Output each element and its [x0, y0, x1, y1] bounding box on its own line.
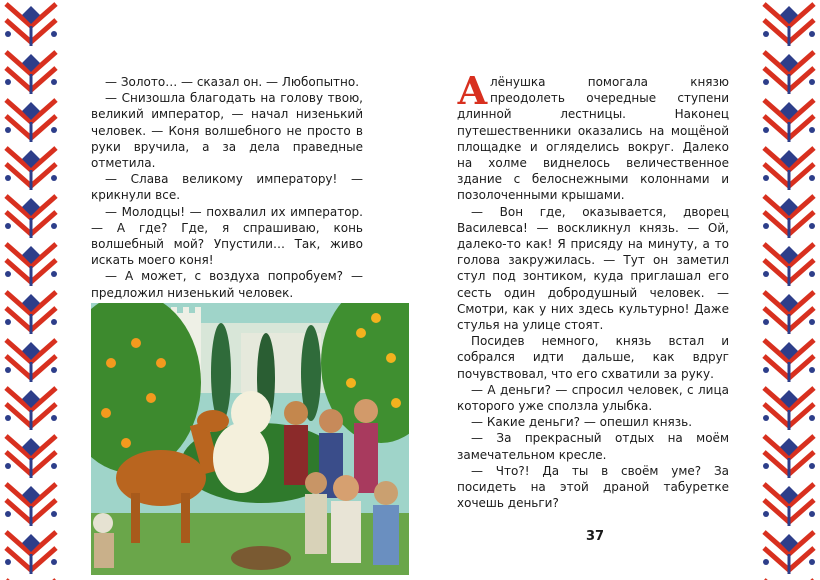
- ornament-border-left: [0, 0, 62, 580]
- right-paragraph-5: — За прекрасный отдых на моём замечательном кресле.: [457, 431, 729, 462]
- ornament-border-right: [758, 0, 820, 580]
- illustration-horse-emperor: [91, 303, 409, 575]
- first-paragraph-text: лёнушка помогала князю преодолеть очередные ступени длинной лестницы. Наконец путешественники оказались на мощёной площадке и огляделись вокруг. Далеко на холме виднелось величественное здание с белоснежными колоннами и позолоченными крышами.: [457, 75, 729, 203]
- page-number: 37: [586, 529, 605, 544]
- left-paragraph-1: — Золото… — сказал он. — Любопытно.: [105, 75, 360, 89]
- left-paragraph-2: — Снизошла благодать на голову твою, великий император, — начал низенький человек. — Коня волшебного не просто в руки вручила, а за дела праведные отметила.: [91, 91, 363, 171]
- right-paragraph-4: — Какие деньги? — опешил князь.: [471, 415, 693, 430]
- right-paragraph-6: — Что?! Да ты в своём уме? За посидеть на этой драной табуретке хочешь деньги?: [457, 463, 729, 511]
- right-text-column: [457, 68, 729, 511]
- drop-cap: А: [457, 68, 488, 113]
- right-paragraph-3: — А деньги? — спросил человек, с лица которого уже сползла улыбка.: [457, 382, 729, 414]
- right-paragraph-1: — Вон где, оказывается, дворец Василевса! — воскликнул князь. — Ой, далеко-то как! Я присяду на минуту, а то голова закружилась. — Тут он заметил стул под зонтиком, куда приглашал его сесть один добродушный человек. — Смотри, как у них здесь культурно! Даже стулья на улице стоят.: [457, 204, 729, 333]
- right-first-paragraph: [457, 68, 729, 204]
- left-paragraph-3: — Слава великому императору! — крикнули все.: [91, 172, 363, 203]
- left-paragraph-4: — Молодцы! — похвалил их император. — А где? Где, я спрашиваю, конь волшебный мой? Упустили… Так, живо искать моего коня!: [91, 204, 363, 268]
- right-paragraph-2: Посидев немного, князь встал и собрался идти дальше, как вдруг почувствовал, что его схватили за руку.: [457, 334, 729, 381]
- left-text-column: [91, 74, 363, 301]
- left-paragraph-5: — А может, с воздуха попробуем? — предложил низенький человек.: [91, 269, 363, 300]
